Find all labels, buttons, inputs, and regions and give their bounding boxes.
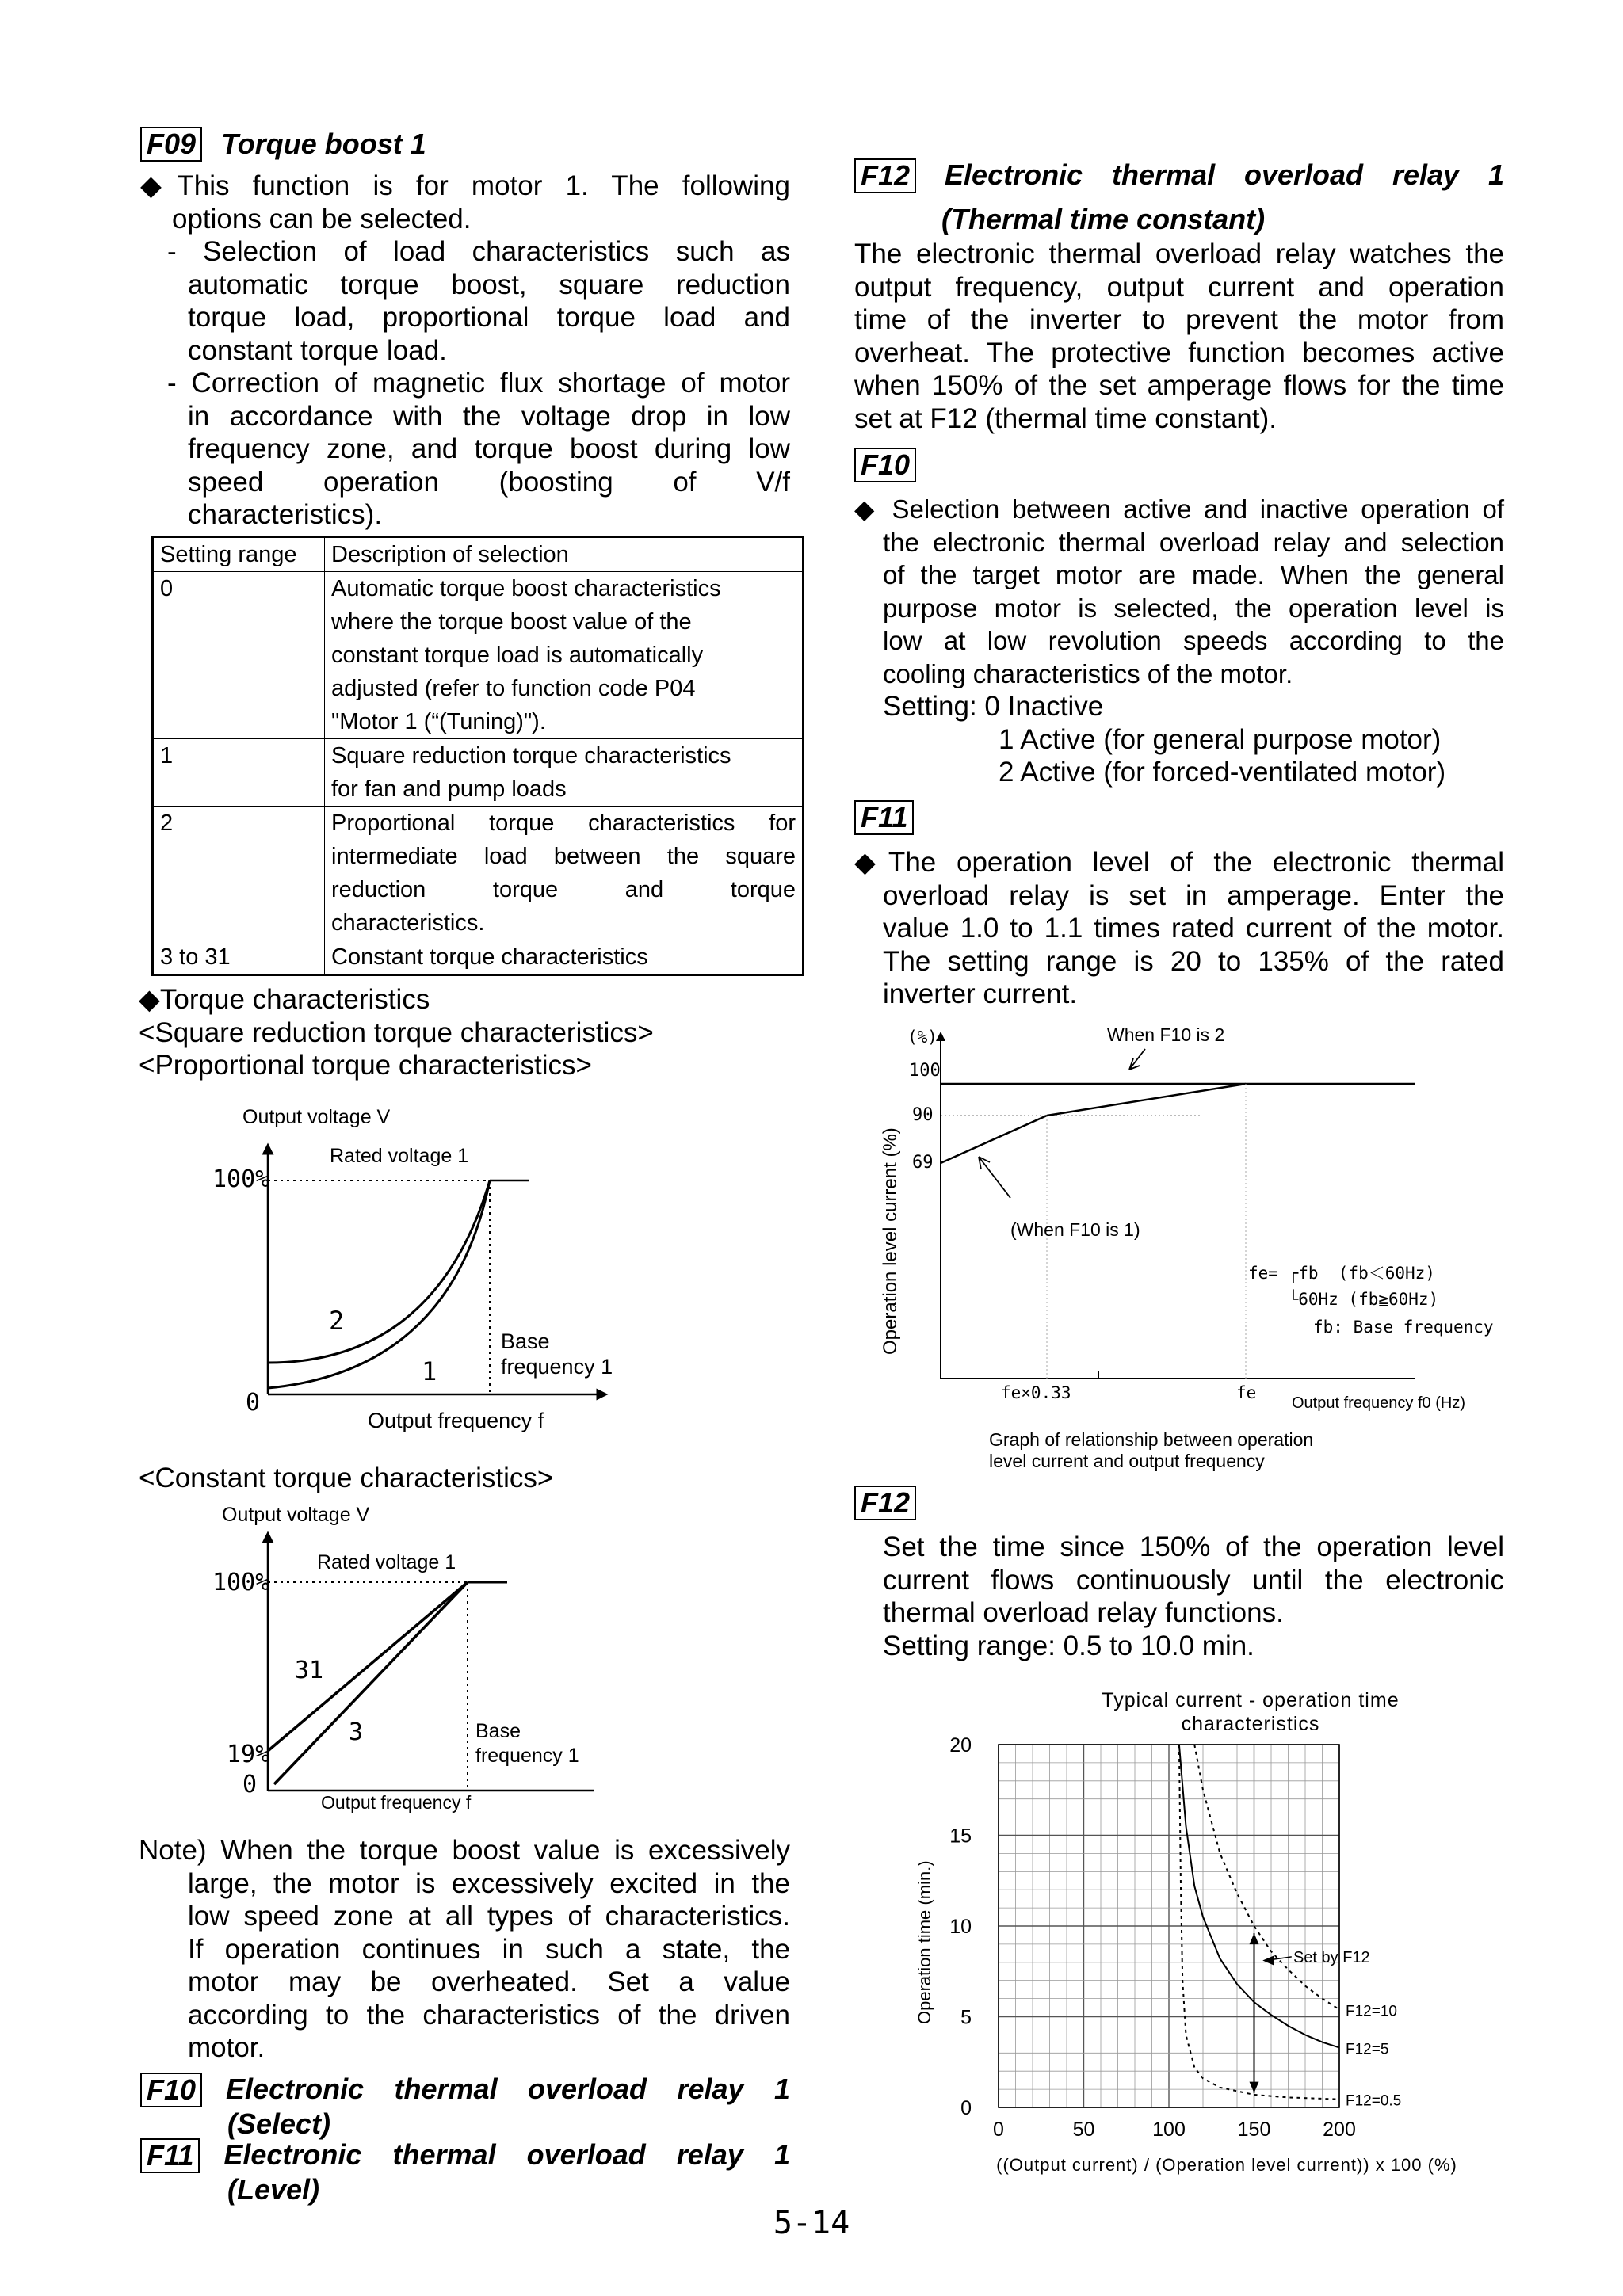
g1-zero: 0 <box>246 1389 261 1417</box>
chart-xlabel: ((Output current) / (Operation level current)) x 100 (%) <box>996 2155 1457 2175</box>
f10-text <box>854 493 1504 789</box>
f12-intro-line: when 150% of the set amperage flows for the time <box>854 370 1504 401</box>
f12-intro-line: overheat. The protective function becomes active <box>854 337 1504 368</box>
g1-ylabel: Output voltage V <box>242 1106 391 1128</box>
f12-code-2: F12 <box>854 1486 916 1520</box>
chart-ylabel: Operation time (min.) <box>915 1860 934 2024</box>
f10-code: F10 <box>854 448 916 482</box>
g3-line-f10-1a <box>941 1116 1047 1163</box>
torque-char-sub3: <Constant torque characteristics> <box>139 1463 554 1493</box>
th-setting: Setting range <box>154 538 325 572</box>
g1-y100: 100% <box>212 1165 270 1193</box>
f10-code-left: F10 <box>140 2073 202 2107</box>
f09-section <box>140 127 790 532</box>
f12-line: Set the time since 150% of the operation level <box>883 1531 1504 1562</box>
f11-text <box>854 846 1504 1011</box>
f12-intro-line: The electronic thermal overload relay watches the <box>854 238 1504 269</box>
f10-code-box <box>854 448 916 482</box>
g2-ylabel: Output voltage V <box>222 1504 370 1526</box>
g3-y100: 100 <box>909 1061 941 1081</box>
f10-line: low at low revolution speeds according to the <box>883 626 1504 655</box>
graph-operation-level <box>868 1022 1502 1474</box>
page-number <box>0 2205 1623 2241</box>
series-F12-10 <box>1194 1745 1339 2009</box>
series-label: F12=10 <box>1346 2003 1397 2020</box>
g3-when1: (When F10 is 1) <box>1010 1219 1140 1240</box>
y-tick-label: 10 <box>949 1916 972 1938</box>
f09-b2-l2: in accordance with the voltage drop in low <box>188 400 790 432</box>
g3-pct: (%) <box>907 1028 938 1047</box>
g1-curve-2 <box>268 1180 490 1363</box>
g1-label-2: 2 <box>329 1306 345 1336</box>
g3-fe-def1: fe= ┌fb (fb＜60Hz) <box>1248 1264 1435 1283</box>
g1-curve-1 <box>268 1180 490 1388</box>
g3-caption1: Graph of relationship between operation <box>989 1429 1314 1450</box>
g3-y69: 69 <box>912 1153 934 1173</box>
g3-xfe: fe <box>1236 1383 1257 1402</box>
g3-fe-def3: fb: Base frequency <box>1313 1318 1494 1337</box>
row-desc: Proportional torque characteristics for intermediate load between the square reduction torque and torque characteristics. <box>325 807 803 940</box>
g2-y100: 100% <box>212 1569 270 1596</box>
f09-b1-l2: automatic torque boost, square reduction <box>188 269 790 300</box>
table-row <box>154 807 802 940</box>
chart-title-2: characteristics <box>1181 1713 1320 1735</box>
row-setting: 3 to 31 <box>154 940 325 974</box>
g1-rated: Rated voltage 1 <box>330 1145 469 1167</box>
torque-char-sub1: <Square reduction torque characteristics> <box>139 1016 654 1048</box>
th-desc: Description of selection <box>325 538 803 572</box>
chart-current-operation-time <box>903 1680 1506 2187</box>
g3-arrow-2 <box>1129 1049 1145 1070</box>
f11-line: inverter current. <box>883 978 1078 1009</box>
g3-caption2: level current and output frequency <box>989 1451 1265 1471</box>
chart-ticks <box>949 1734 1356 2141</box>
f10-setting-1: 1 Active (for general purpose motor) <box>999 723 1442 755</box>
note-line: according to the characteristics of the driven <box>188 1999 790 2031</box>
f10-line: the electronic thermal overload relay and selection <box>883 527 1504 557</box>
f09-title: Torque boost 1 <box>221 128 426 160</box>
g3-when2: When F10 is 2 <box>1107 1024 1225 1045</box>
series-label: F12=5 <box>1346 2041 1389 2058</box>
row-setting: 0 <box>154 572 325 739</box>
y-tick-label: 5 <box>960 2006 972 2029</box>
table-row <box>154 739 802 807</box>
x-tick-label: 200 <box>1323 2119 1356 2141</box>
graph-constant-torque <box>198 1497 642 1822</box>
selection-table <box>151 536 804 976</box>
f12-code: F12 <box>854 158 916 193</box>
g3-x033: fe×0.33 <box>1001 1383 1071 1402</box>
g3-fe-def2: └60Hz (fb≧60Hz) <box>1248 1290 1439 1309</box>
f11-line: overload relay is set in amperage. Enter the <box>883 879 1504 911</box>
f12-intro-line: set at F12 (thermal time constant). <box>854 402 1277 434</box>
f12-text <box>854 1531 1504 1662</box>
torque-char-heading <box>139 983 804 1082</box>
g1-base1: Base <box>501 1329 550 1353</box>
f09-code: F09 <box>140 127 202 162</box>
x-tick-label: 0 <box>993 2119 1004 2141</box>
f12-heading <box>854 158 1504 235</box>
row-desc: Constant torque characteristics <box>325 940 803 974</box>
f11-code-left: F11 <box>140 2138 200 2173</box>
y-tick-label: 0 <box>960 2097 972 2119</box>
g2-base2: frequency 1 <box>475 1745 579 1767</box>
g2-base1: Base <box>475 1720 521 1742</box>
set-by-label: Set by F12 <box>1293 1948 1370 1966</box>
f11-code-box <box>854 800 914 835</box>
f12-range: Setting range: 0.5 to 10.0 min. <box>883 1630 1254 1661</box>
g2-y19: 19% <box>227 1741 270 1768</box>
f09-intro-1: ◆This function is for motor 1. The following <box>140 170 790 201</box>
y-tick-label: 20 <box>949 1734 972 1756</box>
x-tick-label: 50 <box>1072 2119 1095 2141</box>
f09-b1-l4: constant torque load. <box>188 334 447 366</box>
f09-b2-l4: speed operation (boosting of V/f <box>188 466 790 498</box>
g2-label-3: 3 <box>349 1718 364 1746</box>
f10-subtitle-left: (Select) <box>227 2107 331 2140</box>
g1-label-1: 1 <box>422 1356 437 1386</box>
f10-title-left: Electronic thermal overload relay 1 <box>226 2073 790 2105</box>
f12-title: Electronic thermal overload relay 1 <box>945 158 1504 191</box>
g2-rated: Rated voltage 1 <box>317 1551 456 1573</box>
g2-zero: 0 <box>242 1771 258 1798</box>
chart-title: Typical current - operation time <box>1102 1689 1400 1711</box>
f10-line: purpose motor is selected, the operation level is <box>883 593 1504 623</box>
page-number-text: 5-14 <box>773 2205 850 2241</box>
row-desc: Square reduction torque characteristics for fan and pump loads <box>325 739 803 807</box>
const-torque-heading <box>139 1462 804 1495</box>
g3-ylabel: Operation level current (%) <box>880 1127 901 1355</box>
g2-xlabel: Output frequency f <box>321 1792 472 1813</box>
note-line: low speed zone at all types of characteristics. <box>188 1901 790 1932</box>
note-line: large, the motor is excessively excited in the <box>188 1867 790 1899</box>
note-line: motor may be overheated. Set a value <box>188 1966 790 1997</box>
f10-setting-0: Setting: 0 Inactive <box>883 691 1104 722</box>
chart-series <box>1179 1745 1401 2110</box>
f12-intro <box>854 238 1504 435</box>
f11-heading-left <box>140 2138 790 2206</box>
f11-line: The setting range is 20 to 135% of the rated <box>883 945 1504 977</box>
g1-xlabel: Output frequency f <box>368 1409 544 1432</box>
f11-title-left: Electronic thermal overload relay 1 <box>223 2138 790 2171</box>
f11-code: F11 <box>854 800 914 835</box>
f10-line: ◆ Selection between active and inactive operation of <box>854 494 1504 524</box>
row-desc: Automatic torque boost characteristics where the torque boost value of the constant torque load is automatically adjusted (refer to function code P04 "Motor 1 (“(Tuning)"). <box>325 572 803 739</box>
note <box>139 1834 790 2065</box>
set-by-pointer-head <box>1262 1956 1274 1966</box>
table-row <box>154 572 802 739</box>
f11-line: value 1.0 to 1.1 times rated current of the motor. <box>883 913 1504 944</box>
note-line: motor. <box>188 2032 265 2063</box>
f09-b1-l3: torque load, proportional torque load and <box>188 302 790 333</box>
g3-y90: 90 <box>912 1105 934 1125</box>
x-tick-label: 100 <box>1152 2119 1186 2141</box>
f09-intro-2: options can be selected. <box>172 203 472 235</box>
f12-subtitle: (Thermal time constant) <box>941 203 1266 235</box>
row-setting: 1 <box>154 739 325 807</box>
f09-b2-l1: - Correction of magnetic flux shortage of motor <box>167 368 790 399</box>
f11-line: ◆The operation level of the electronic thermal <box>854 847 1504 878</box>
row-setting: 2 <box>154 807 325 940</box>
y-tick-label: 15 <box>949 1825 972 1848</box>
x-tick-label: 150 <box>1237 2119 1271 2141</box>
f09-b2-l5: characteristics). <box>188 499 383 530</box>
g2-label-31: 31 <box>295 1657 324 1684</box>
table-row <box>154 940 802 974</box>
f10-setting-2: 2 Active (for forced-ventilated motor) <box>999 757 1446 788</box>
f10-line: of the target motor are made. When the general <box>883 560 1504 589</box>
torque-char-title: ◆Torque characteristics <box>139 984 430 1015</box>
f12-code-box <box>854 1486 916 1520</box>
set-by-arrow-head-up <box>1250 1933 1259 1944</box>
f12-line: thermal overload relay functions. <box>883 1597 1284 1628</box>
g3-arrow-1 <box>979 1157 1010 1198</box>
g3-xlabel: Output frequency f0 (Hz) <box>1292 1394 1465 1412</box>
f11-subtitle-left: (Level) <box>227 2173 320 2206</box>
g3-line-f10-1b <box>1047 1084 1246 1116</box>
f10-line: cooling characteristics of the motor. <box>883 658 1293 688</box>
f09-b2-l3: frequency zone, and torque boost during low <box>188 433 790 464</box>
set-by-arrow-head-down <box>1250 2082 1259 2093</box>
torque-char-sub2: <Proportional torque characteristics> <box>139 1050 592 1081</box>
g1-base2: frequency 1 <box>501 1355 613 1379</box>
f09-b1-l1: - Selection of load characteristics such as <box>167 236 790 267</box>
note-line: Note) When the torque boost value is excessively <box>139 1835 790 1866</box>
f10-heading-left <box>140 2073 790 2140</box>
f12-intro-line: time of the inverter to prevent the motor from <box>854 304 1504 335</box>
f12-line: current flows continuously until the electronic <box>883 1564 1504 1596</box>
f12-intro-line: output frequency, output current and operation <box>854 271 1504 303</box>
chart-grid <box>999 1745 1339 2107</box>
note-line: If operation continues in such a state, the <box>188 1933 790 1965</box>
graph-square-torque <box>198 1101 642 1442</box>
series-label: F12=0.5 <box>1346 2092 1402 2110</box>
